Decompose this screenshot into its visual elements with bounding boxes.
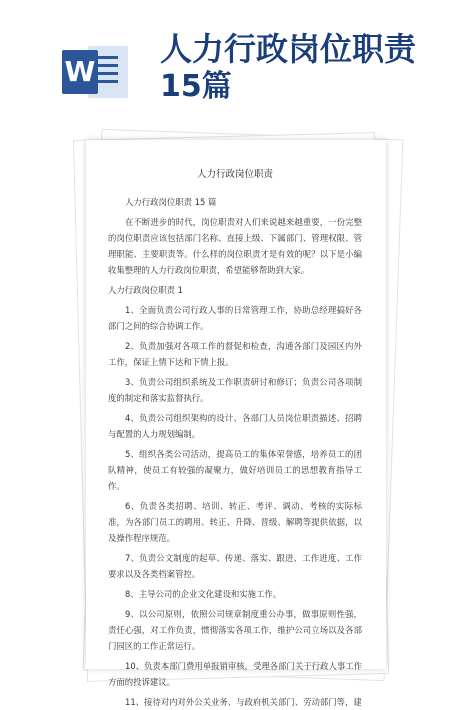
title-line-1: 人力行政岗位职责 — [160, 30, 417, 68]
document-paragraph: 9、以公司原则，依照公司规章制度重公办事，做事原则性强，责任心强，对工作负责，惯彻落实各项工作，维护公司立场以及各部门园区的工作正常运行。 — [108, 609, 362, 651]
word-logo-letter: W — [62, 50, 98, 94]
document-paragraph: 人力行政岗位职责 15 篇 — [125, 197, 217, 207]
title-line-2: 15篇 — [160, 69, 232, 104]
document-page — [86, 140, 386, 707]
page-title — [160, 30, 416, 106]
document-paragraph: 5、组织各类公司活动，提高员工的集体荣誉感，培养员工的团队精神，使员工有较强的凝聚力，做好培训员工的思想教育指导工作。 — [108, 449, 362, 491]
document-paragraph: 8、主导公司的企业文化建设和实施工作。 — [125, 589, 282, 599]
document-paragraph: 6、负责各类招聘、培训、转正、考评、调动、考核的实际标准，为各部门员工的聘用、转正、升降、晋级、解聘等提供依据，以及操作程序规范。 — [108, 501, 362, 543]
document-heading: 人力行政岗位职责 — [196, 169, 273, 180]
document-paragraph: 10、负责本部门费用单报销审核，受理各部门关于行政人事工作方面的投诉建议。 — [108, 661, 362, 687]
document-paragraph: 11、接待对内对外公关业务、与政府机关部门、劳动部门等，建 — [125, 697, 362, 707]
document-paragraph: 在不断进步的时代，岗位职责对人们来说越来越重要，一份完整的岗位职责应该包括部门名称、直接上级、下属部门、管理权限、管理职能、主要职责等。什么样的岗位职责才是有效的呢？以下是小编收集整理的人力行政岗位职责，希望能够帮助到大家。 — [108, 217, 362, 275]
document-paragraph: 3、负责公司组织系统及工作职责研讨和修订；负责公司各项制度的制定和落实监督执行。 — [108, 377, 362, 403]
document-body — [108, 194, 362, 710]
document-paragraph: 人力行政岗位职责 1 — [108, 285, 183, 295]
document-paragraph: 4、负责公司组织架构的设计、各部门人员岗位职责描述、招聘与配置的人力规划编制。 — [108, 413, 362, 439]
document-paragraph: 2、负责加强对各项工作的督促和检查，沟通各部门及园区内外工作，保证上情下达和下情上报。 — [108, 341, 362, 367]
document-paragraph: 7、负责公文制度的起草、传递、落实、跟进、工作进度、工作要求以及各类档案管控。 — [108, 553, 362, 579]
word-file-icon — [62, 46, 128, 98]
document-paragraph: 1、全面负责公司行政人事的日常管理工作，协助总经理搞好各部门之间的综合协调工作。 — [108, 305, 362, 331]
document-banner — [0, 0, 474, 130]
